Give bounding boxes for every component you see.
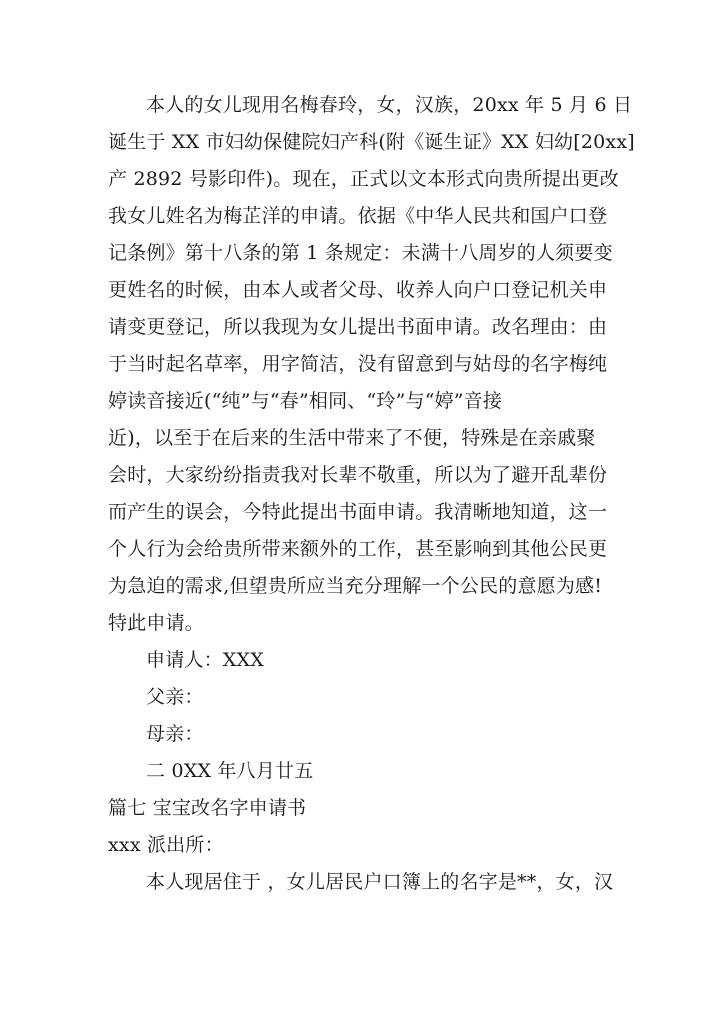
paragraph-line: 而产生的误会，今特此提出书面申请。我清晰地知道，这一 (108, 501, 608, 523)
paragraph-line: 产 2892 号影印件)。现在，正式以文本形式向贵所提出更改 (108, 168, 619, 190)
father-signature: 父亲： (146, 686, 204, 708)
paragraph-line: 本人的女儿现用名梅春玲，女，汉族，20xx 年 5 月 6 日 (146, 94, 633, 116)
paragraph-line: 会时，大家纷纷指责我对长辈不敬重，所以为了避开乱辈份 (108, 464, 608, 486)
document-date: 二 0XX 年八月廿五 (146, 760, 314, 782)
paragraph-line: 特此申请。 (108, 612, 205, 634)
paragraph-line: 记条例》第十八条的第 1 条规定：未满十八周岁的人须要变 (108, 242, 613, 264)
mother-signature: 母亲： (146, 723, 204, 745)
paragraph-line: 更姓名的时候，由本人或者父母、收养人向户口登记机关申 (108, 279, 608, 301)
paragraph-line: 为急迫的需求,但望贵所应当充分理解一个公民的意愿为感! (108, 575, 603, 597)
paragraph-line: 请变更登记，所以我现为女儿提出书面申请。改名理由：由 (108, 316, 608, 338)
paragraph-line: 个人行为会给贵所带来额外的工作，甚至影响到其他公民更 (108, 538, 608, 560)
paragraph-line: 近)，以至于在后来的生活中带来了不便，特殊是在亲戚聚 (108, 427, 596, 449)
paragraph-line: 诞生于 XX 市妇幼保健院妇产科(附《诞生证》XX 妇幼[20xx] (108, 131, 635, 153)
addressee: xxx 派出所： (108, 834, 224, 856)
applicant-signature: 申请人：XXX (146, 649, 264, 671)
paragraph-line: 于当时起名草率，用字简洁，没有留意到与姑母的名字梅纯 (108, 353, 608, 375)
paragraph-line: 婷读音接近(“纯”与“春”相同、“玲”与“婷”音接 (108, 390, 503, 412)
paragraph-line: 我女儿姓名为梅芷洋的申请。依据《中华人民共和国户口登 (108, 205, 608, 227)
section-title: 篇七 宝宝改名字申请书 (108, 797, 307, 819)
paragraph-line: 本人现居住于 ，女儿居民户口簿上的名字是**，女，汉 (146, 871, 614, 893)
